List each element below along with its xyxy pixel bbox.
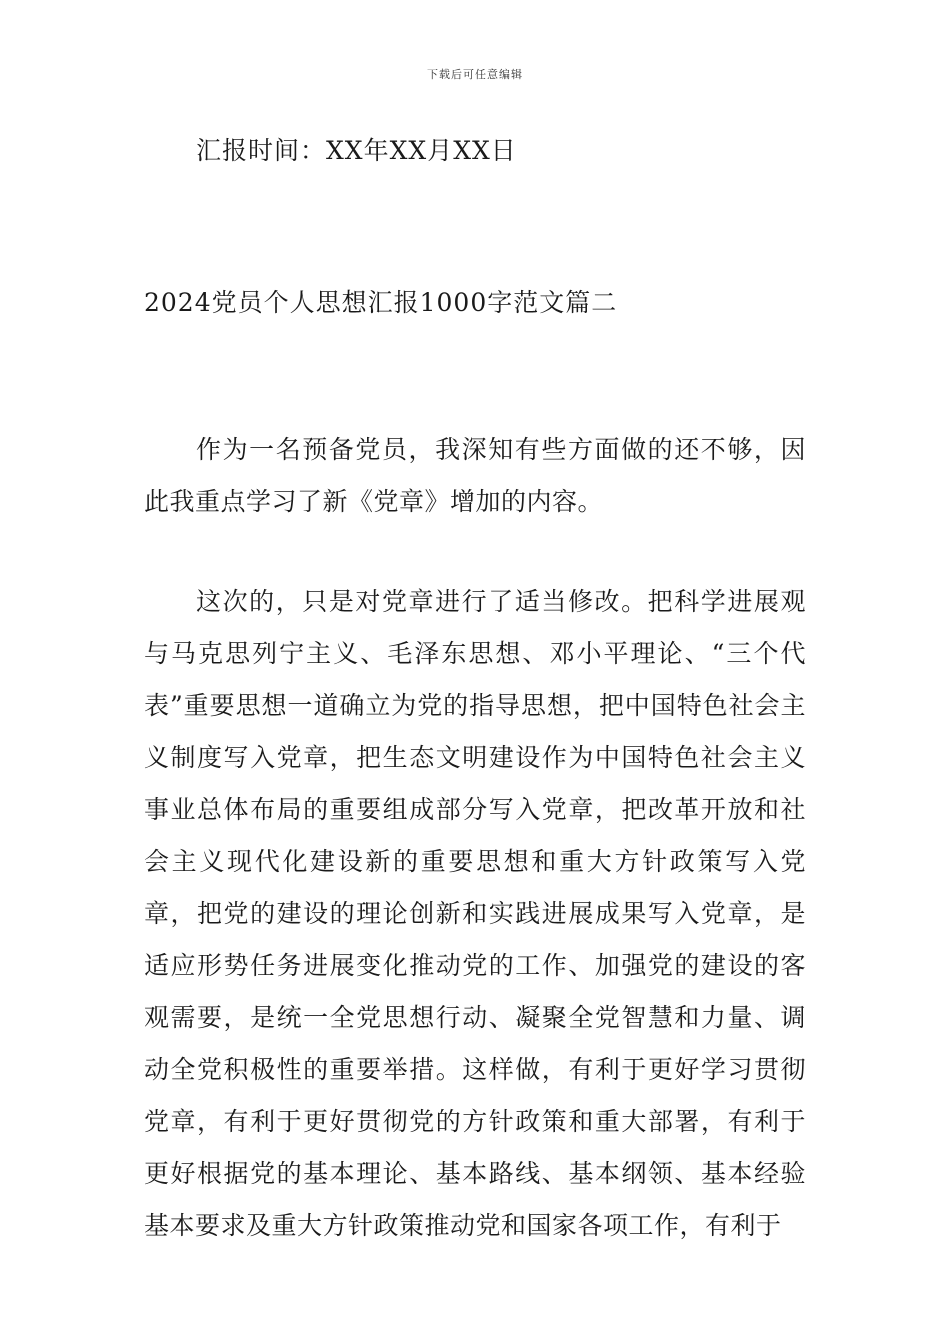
paragraph-1: 作为一名预备党员，我深知有些方面做的还不够，因此我重点学习了新《党章》增加的内容。 [144,435,806,516]
report-time: 汇报时间：XX年XX月XX日 [196,136,517,165]
paragraph-2: 这次的，只是对党章进行了适当修改。把科学进展观与马克思列宁主义、毛泽东思想、邓小平理论、“三个代表”重要思想一道确立为党的指导思想，把中国特色社会主义制度写入党章，把生态文明建设作为中国特色社会主义事业总体布局的重要组成部分写入党章，把改革开放和社会主义现代化建设新的重要思想和重大方针政策写入党章，把党的建设的理论创新和实践进展成果写入党章，是适应形势任务进展变化推动党的工作、加强党的建设的客观需要，是统一全党思想行动、凝聚全党智慧和力量、调动全党积极性的重要举措。这样做，有利于更好学习贯彻党章，有利于更好贯彻党的方针政策和重大部署，有利于更好根据党的基本理论、基本路线、基本纲领、基本经验基本要求及重大方针政策推动党和国家各项工作，有利于 [144,587,806,1240]
section-title: 2024党员个人思想汇报1000字范文篇二 [144,288,618,317]
header-note: 下载后可任意编辑 [427,68,523,81]
